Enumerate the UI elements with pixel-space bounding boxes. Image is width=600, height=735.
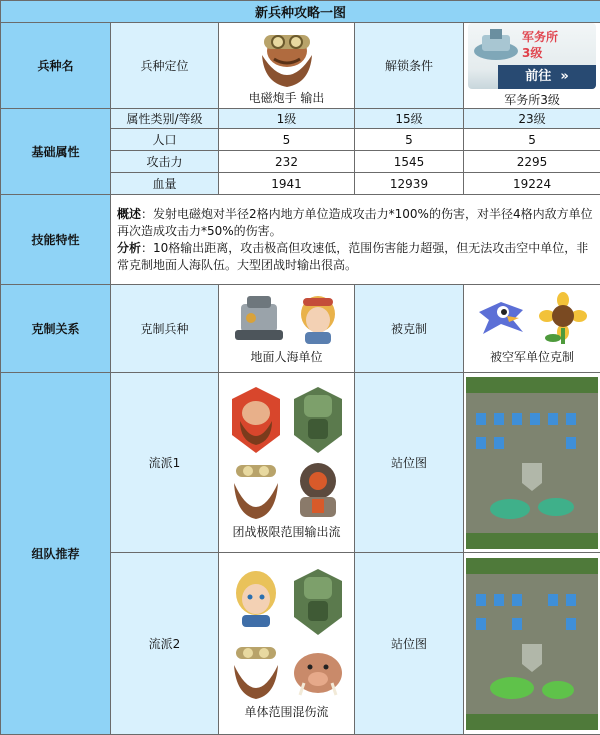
- unlock-card[interactable]: [468, 23, 596, 89]
- formation-map-image: [466, 558, 598, 730]
- boar-beast-icon: [290, 641, 346, 701]
- row-label-basic: 基础属性: [1, 109, 111, 195]
- row-label-skill: 技能特性: [1, 195, 111, 285]
- dwarf-gunner-icon: [228, 459, 284, 521]
- unlock-card-title: 军务所: [522, 29, 558, 45]
- counters-cell: [219, 285, 355, 373]
- red-dwarf-icon: [228, 385, 284, 455]
- row-label-team: 组队推荐: [1, 373, 111, 735]
- attr-header-2: 15级: [355, 109, 464, 129]
- skill-description: [111, 195, 600, 285]
- row-label-name: 兵种名: [1, 23, 111, 109]
- build-units-cell: [219, 373, 355, 553]
- archer-girl-icon: [293, 292, 343, 346]
- build-caption: 团战极限范围输出流: [219, 523, 354, 540]
- attr-value: 19224: [464, 173, 600, 195]
- attr-value: 232: [219, 151, 355, 173]
- build-units-cell: [219, 553, 355, 735]
- goto-button-label: 前往: [525, 69, 551, 84]
- role-value: 电磁炮手 输出: [219, 89, 354, 106]
- blue-bird-icon: [473, 292, 529, 346]
- attr-name: 人口: [111, 129, 219, 151]
- building-icon: [472, 27, 520, 61]
- counters-label: 克制兵种: [111, 285, 219, 373]
- attr-value: 12939: [355, 173, 464, 195]
- sunflower-plant-icon: [535, 292, 591, 346]
- attr-value: 1545: [355, 151, 464, 173]
- role-label: 兵种定位: [111, 23, 219, 109]
- counters-caption: 地面人海单位: [219, 348, 354, 365]
- dwarf-gunner-portrait-icon: [252, 25, 322, 87]
- skill-overview: 概述：发射电磁炮对半径2格内地方单位造成攻击力*100%的伤害，对半径4格内敌方单位再次造成攻击力*50%的伤害。: [117, 206, 594, 240]
- robot-unit-icon: [231, 292, 287, 346]
- attr-header-1: 1级: [219, 109, 355, 129]
- skill-analysis: 分析：10格输出距离，攻击极高但攻速低，范围伤害能力超强，但无法攻击空中单位，非常克制地面人海队伍。大型团战时输出很高。: [117, 240, 594, 274]
- build-name: 流派1: [111, 373, 219, 553]
- green-soldier-icon: [290, 385, 346, 455]
- unlock-cell: [464, 23, 600, 109]
- attr-value: 1941: [219, 173, 355, 195]
- attr-header-3: 23级: [464, 109, 600, 129]
- dwarf-gunner-icon: [228, 641, 284, 701]
- green-soldier-icon: [290, 567, 346, 637]
- attr-value: 5: [219, 129, 355, 151]
- unlock-label: 解锁条件: [355, 23, 464, 109]
- attr-value: 5: [464, 129, 600, 151]
- role-cell: [219, 23, 355, 109]
- countered-cell: [464, 285, 600, 373]
- attr-value: 2295: [464, 151, 600, 173]
- formation-map-image: [466, 377, 598, 549]
- double-chevron-right-icon: »: [556, 69, 569, 84]
- formation-label: 站位图: [355, 373, 464, 553]
- attr-header-0: 属性类别/等级: [111, 109, 219, 129]
- formation-cell: [464, 553, 600, 735]
- unlock-value: 军务所3级: [464, 91, 600, 108]
- unlock-card-level: 3级: [522, 45, 558, 61]
- countered-label: 被克制: [355, 285, 464, 373]
- attr-value: 5: [355, 129, 464, 151]
- goto-button[interactable]: [498, 65, 596, 89]
- attr-name: 攻击力: [111, 151, 219, 173]
- attr-name: 血量: [111, 173, 219, 195]
- build-caption: 单体范围混伤流: [219, 703, 354, 720]
- formation-cell: [464, 373, 600, 553]
- blonde-girl-icon: [228, 567, 284, 629]
- armored-robot-icon: [290, 459, 346, 521]
- row-label-counter: 克制关系: [1, 285, 111, 373]
- formation-label: 站位图: [355, 553, 464, 735]
- build-name: 流派2: [111, 553, 219, 735]
- page-title: 新兵种攻略一图: [1, 1, 600, 23]
- countered-caption: 被空军单位克制: [464, 348, 600, 365]
